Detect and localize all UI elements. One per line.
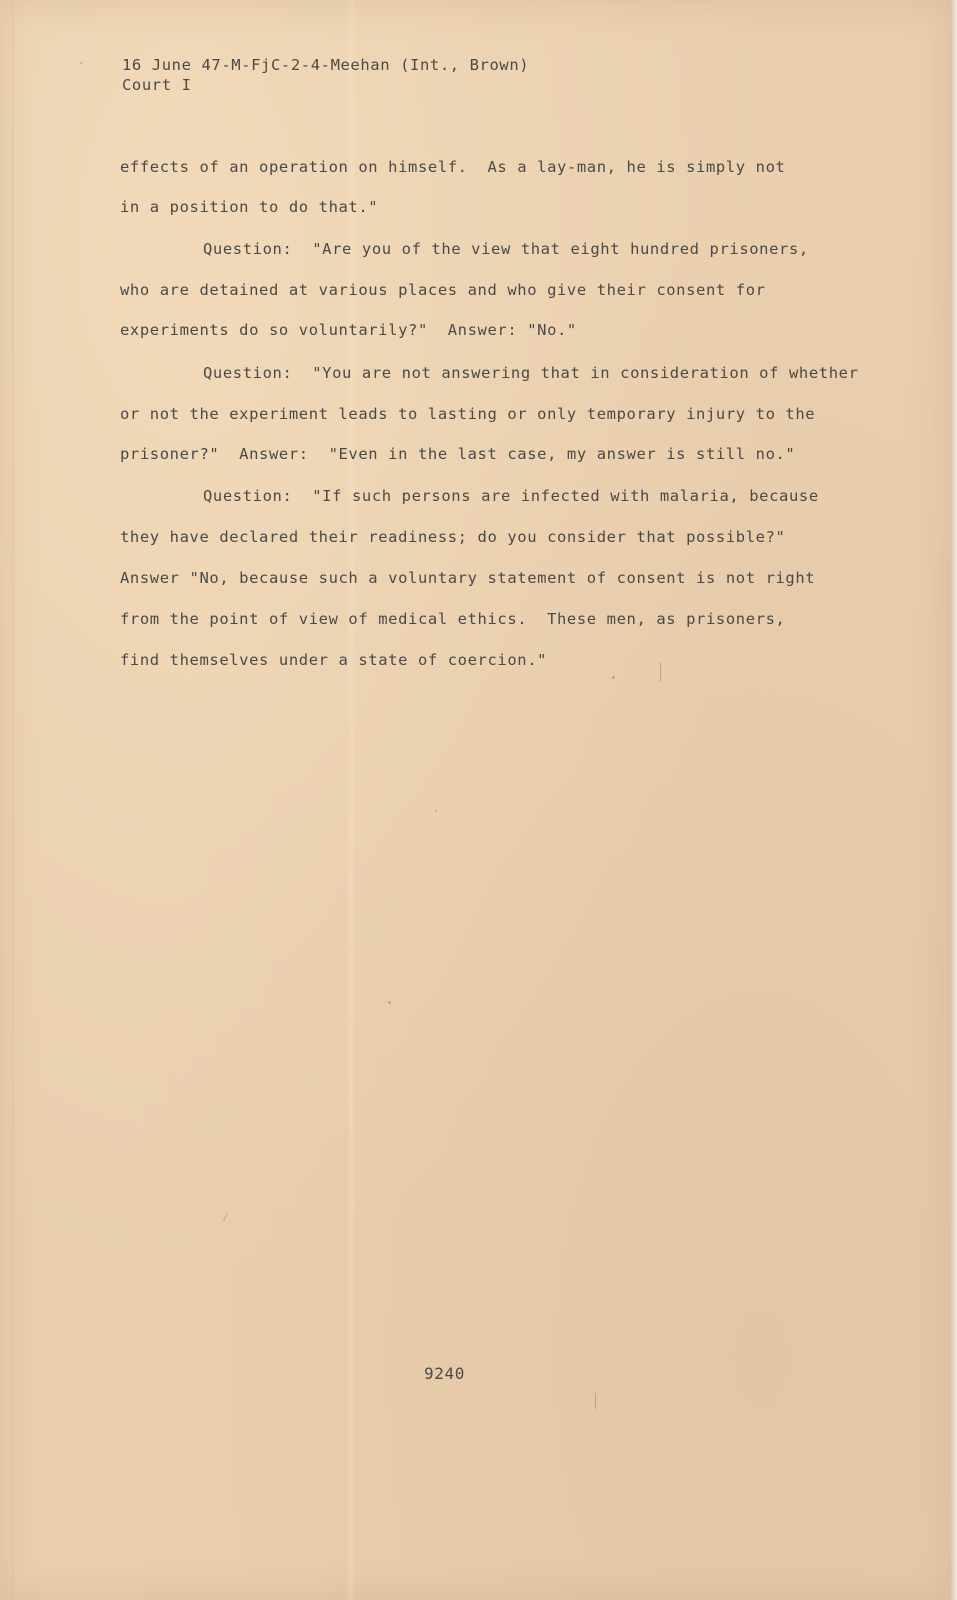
page-number: 9240 (424, 1364, 465, 1383)
body-line: who are detained at various places and who give their consent for (120, 281, 766, 299)
header-case-reference: 16 June 47-M-FjC-2-4-Meehan (Int., Brown) (122, 56, 530, 74)
body-line: Question: "Are you of the view that eight hundred prisoners, (203, 240, 809, 258)
paper-speck (612, 676, 615, 679)
body-line: experiments do so voluntarily?" Answer: "No." (120, 321, 577, 339)
header-court: Court I (122, 76, 192, 94)
body-line: they have declared their readiness; do you consider that possible?" (120, 528, 786, 546)
paper-scratch (595, 1393, 596, 1409)
paper-edge-shadow (12, 0, 13, 1600)
body-line: Question: "You are not answering that in consideration of whether (203, 364, 859, 382)
body-line: from the point of view of medical ethics. These men, as prisoners, (120, 610, 786, 628)
body-line: Answer "No, because such a voluntary statement of consent is not right (120, 569, 816, 587)
body-line: prisoner?" Answer: "Even in the last case, my answer is still no." (120, 445, 796, 463)
body-line: effects of an operation on himself. As a lay-man, he is simply not (120, 158, 786, 176)
paper-speck (80, 62, 82, 64)
body-line: Question: "If such persons are infected with malaria, because (203, 487, 819, 505)
page-edge (950, 0, 957, 1600)
paper-speck (435, 810, 437, 812)
paper-speck (388, 1001, 391, 1004)
body-line: in a position to do that." (120, 198, 379, 216)
paper-scratch (660, 662, 661, 682)
body-line: find themselves under a state of coercion." (120, 651, 548, 669)
paper-scratch (223, 1212, 228, 1221)
body-line: or not the experiment leads to lasting or only temporary injury to the (120, 405, 816, 423)
